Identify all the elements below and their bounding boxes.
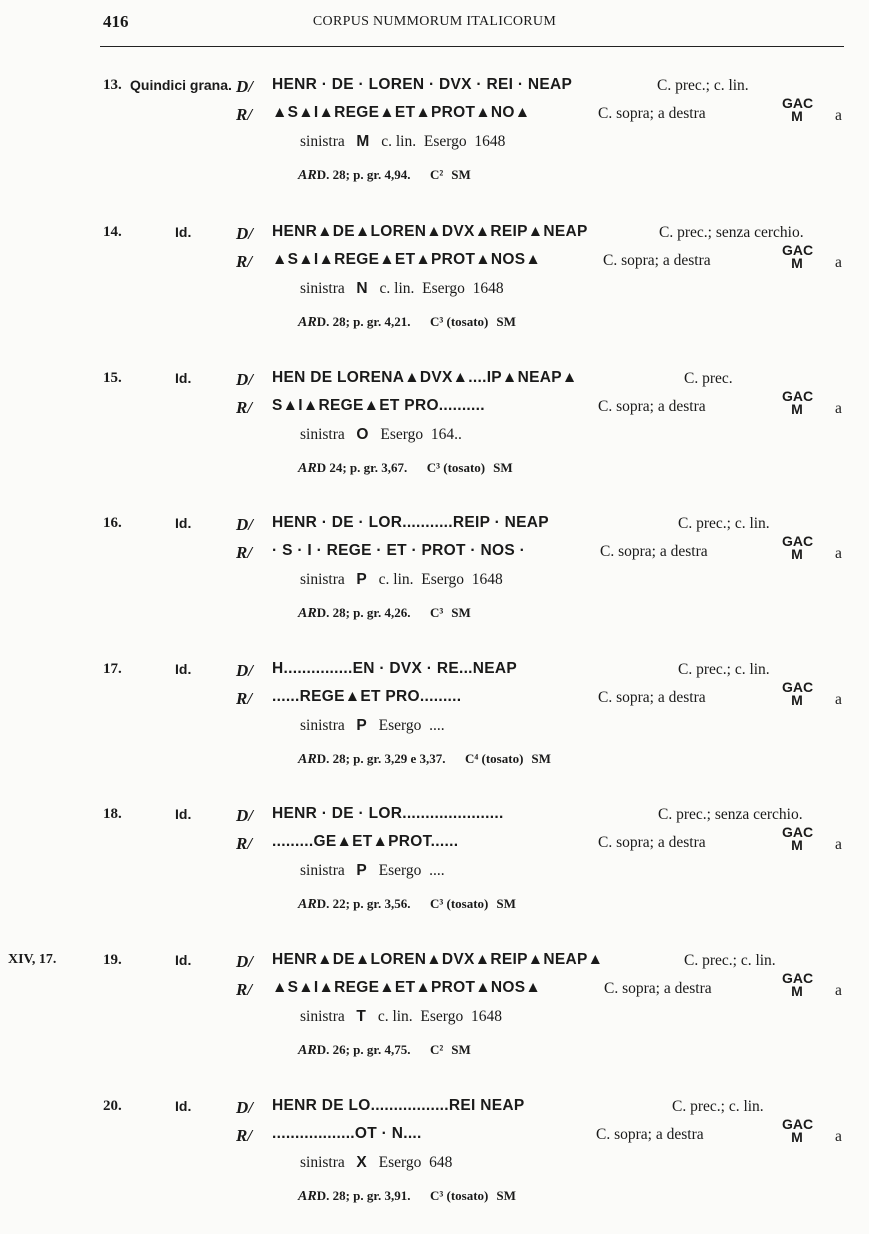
metal: AR [298, 1189, 317, 1204]
reverse-legend: ......REGE▲ET PRO......... [272, 688, 462, 705]
coin-metadata [298, 460, 513, 477]
line3-prefix: sinistra [300, 280, 345, 297]
obverse-legend: HENR · DE · LOR...........REIP · NEAP [272, 514, 549, 531]
a-letter: a [835, 982, 842, 999]
line3-prefix: sinistra [300, 862, 345, 879]
mint-mark [782, 972, 812, 998]
running-title: CORPUS NUMMORUM ITALICORUM [312, 14, 557, 29]
line3-letter: M [356, 133, 370, 150]
reverse-legend: S▲I▲REGE▲ET PRO.......... [272, 397, 485, 414]
metal: AR [298, 1043, 317, 1058]
catalog-entry [0, 1096, 869, 1226]
line3-letter: P [356, 862, 368, 879]
reverse-description: C. sopra; a destra [598, 398, 706, 415]
collection: SM [493, 460, 513, 475]
coin-metadata [298, 1042, 471, 1059]
obverse-mark: D/ [236, 77, 253, 96]
entry-denomination: Id. [175, 661, 192, 677]
line3-prefix: sinistra [300, 133, 345, 150]
reverse-line3 [300, 717, 445, 735]
mint-mark-bottom: M [791, 983, 803, 999]
obverse-description: C. prec.; c. lin. [657, 77, 749, 94]
reverse-mark: R/ [236, 105, 253, 124]
diameter-weight: D. 26; p. gr. 4,75. [316, 1042, 411, 1057]
catalog-entry [0, 368, 869, 498]
obverse-legend: HENR · DE · LOR...................... [272, 805, 504, 822]
reverse-legend: · S · I · REGE · ET · PROT · NOS · [272, 542, 526, 559]
rarity: C⁴ (tosato) [464, 751, 524, 766]
line3-prefix: sinistra [300, 717, 345, 734]
metal: AR [298, 606, 317, 621]
entry-denomination: Id. [175, 224, 192, 240]
entry-denomination: Id. [175, 515, 192, 531]
mint-mark [782, 1118, 812, 1144]
mint-mark [782, 244, 812, 270]
collection: SM [451, 167, 471, 182]
diameter-weight: D 24; p. gr. 3,67. [316, 460, 408, 475]
mint-mark [782, 681, 812, 707]
reverse-line3 [300, 1154, 452, 1172]
rarity: C² [429, 1042, 444, 1057]
diameter-weight: D. 28; p. gr. 4,21. [316, 314, 411, 329]
line3-suffix: c. lin. Esergo 1648 [379, 280, 504, 297]
line3-letter: T [356, 1008, 367, 1025]
line3-prefix: sinistra [300, 1008, 345, 1025]
metal: AR [298, 168, 317, 183]
rarity: C³ (tosato) [429, 1188, 489, 1203]
reverse-description: C. sopra; a destra [596, 1126, 704, 1143]
reverse-mark: R/ [236, 1126, 253, 1145]
line3-suffix: Esergo .... [378, 717, 445, 734]
obverse-mark: D/ [236, 806, 253, 825]
collection: SM [451, 605, 471, 620]
entry-denomination: Id. [175, 370, 192, 386]
rarity: C² [429, 167, 444, 182]
diameter-weight: D. 28; p. gr. 4,94. [316, 167, 411, 182]
reverse-line3 [300, 426, 462, 444]
line3-suffix: Esergo .... [378, 862, 445, 879]
reverse-mark: R/ [236, 689, 253, 708]
obverse-legend: HENR DE LO.................REI NEAP [272, 1097, 525, 1114]
entry-number: 18. [103, 806, 122, 822]
a-letter: a [835, 400, 842, 417]
reverse-description: C. sopra; a destra [598, 689, 706, 706]
reverse-line3 [300, 862, 445, 880]
coin-metadata [298, 314, 516, 331]
collection: SM [496, 314, 516, 329]
catalog-entry [0, 804, 869, 934]
collection: SM [496, 1188, 516, 1203]
header-rule [100, 46, 844, 47]
diameter-weight: D. 28; p. gr. 3,91. [316, 1188, 411, 1203]
mint-mark [782, 826, 812, 852]
reverse-mark: R/ [236, 252, 253, 271]
entry-number: 13. [103, 77, 122, 93]
line3-prefix: sinistra [300, 426, 345, 443]
obverse-mark: D/ [236, 515, 253, 534]
entry-number: 17. [103, 661, 122, 677]
reverse-legend: .........GE▲ET▲PROT...... [272, 833, 459, 850]
obverse-legend: HENR▲DE▲LOREN▲DVX▲REIP▲NEAP [272, 223, 588, 240]
obverse-mark: D/ [236, 370, 253, 389]
mint-mark-bottom: M [791, 1129, 803, 1145]
page-number: 416 [103, 12, 129, 31]
reverse-line3 [300, 1008, 502, 1026]
obverse-legend: HENR · DE · LOREN · DVX · REI · NEAP [272, 76, 573, 93]
catalog-entry [0, 659, 869, 789]
diameter-weight: D. 22; p. gr. 3,56. [316, 896, 411, 911]
reverse-legend: ▲S▲I▲REGE▲ET▲PROT▲NOS▲ [272, 979, 542, 996]
reverse-line3 [300, 571, 503, 589]
diameter-weight: D. 28; p. gr. 3,29 e 3,37. [316, 751, 446, 766]
line3-letter: N [356, 280, 368, 297]
obverse-description: C. prec.; senza cerchio. [658, 806, 803, 823]
line3-letter: P [356, 571, 368, 588]
entry-number: 16. [103, 515, 122, 531]
obverse-description: C. prec.; c. lin. [678, 661, 770, 678]
obverse-mark: D/ [236, 1098, 253, 1117]
rarity: C³ [429, 605, 444, 620]
coin-metadata [298, 1188, 516, 1205]
diameter-weight: D. 28; p. gr. 4,26. [316, 605, 411, 620]
obverse-legend: HEN DE LORENA▲DVX▲....IP▲NEAP▲ [272, 369, 578, 386]
entry-denomination: Id. [175, 806, 192, 822]
line3-letter: O [356, 426, 369, 443]
metal: AR [298, 315, 317, 330]
obverse-description: C. prec.; senza cerchio. [659, 224, 804, 241]
a-letter: a [835, 1128, 842, 1145]
reverse-description: C. sopra; a destra [604, 980, 712, 997]
coin-metadata [298, 896, 516, 913]
reverse-legend: ▲S▲I▲REGE▲ET▲PROT▲NO▲ [272, 104, 531, 121]
obverse-description: C. prec.; c. lin. [672, 1098, 764, 1115]
mint-mark-top: GAC [782, 1116, 814, 1132]
line3-prefix: sinistra [300, 1154, 345, 1171]
reverse-description: C. sopra; a destra [598, 105, 706, 122]
metal: AR [298, 461, 317, 476]
mint-mark [782, 97, 812, 123]
mint-mark [782, 535, 812, 561]
obverse-mark: D/ [236, 952, 253, 971]
mint-mark-bottom: M [791, 692, 803, 708]
mint-mark-bottom: M [791, 255, 803, 271]
line3-letter: X [356, 1154, 368, 1171]
collection: SM [496, 896, 516, 911]
metal: AR [298, 752, 317, 767]
obverse-description: C. prec. [684, 370, 733, 387]
obverse-description: C. prec.; c. lin. [678, 515, 770, 532]
reverse-legend: ..................OT · N.... [272, 1125, 422, 1142]
entry-number: 20. [103, 1098, 122, 1114]
a-letter: a [835, 691, 842, 708]
line3-suffix: c. lin. Esergo 1648 [377, 1008, 502, 1025]
collection: SM [531, 751, 551, 766]
obverse-mark: D/ [236, 224, 253, 243]
mint-mark-top: GAC [782, 970, 814, 986]
page-header [0, 12, 869, 42]
mint-mark-top: GAC [782, 242, 814, 258]
reverse-legend: ▲S▲I▲REGE▲ET▲PROT▲NOS▲ [272, 251, 542, 268]
mint-mark-bottom: M [791, 837, 803, 853]
catalog-entry [0, 222, 869, 352]
line3-suffix: Esergo 648 [378, 1154, 453, 1171]
reverse-mark: R/ [236, 980, 253, 999]
line3-suffix: Esergo 164.. [380, 426, 462, 443]
obverse-description: C. prec.; c. lin. [684, 952, 776, 969]
a-letter: a [835, 254, 842, 271]
catalog-entry [0, 950, 869, 1080]
line3-letter: P [356, 717, 368, 734]
line3-suffix: c. lin. Esergo 1648 [381, 133, 506, 150]
reverse-mark: R/ [236, 398, 253, 417]
line3-suffix: c. lin. Esergo 1648 [378, 571, 503, 588]
a-letter: a [835, 545, 842, 562]
catalog-entry [0, 75, 869, 205]
metal: AR [298, 897, 317, 912]
reverse-mark: R/ [236, 834, 253, 853]
entry-number: 19. [103, 952, 122, 968]
reverse-description: C. sopra; a destra [600, 543, 708, 560]
reverse-line3 [300, 280, 504, 298]
obverse-legend: HENR▲DE▲LOREN▲DVX▲REIP▲NEAP▲ [272, 951, 604, 968]
rarity: C³ (tosato) [429, 896, 489, 911]
collection: SM [451, 1042, 471, 1057]
mint-mark-top: GAC [782, 95, 814, 111]
entry-denomination: Id. [175, 1098, 192, 1114]
mint-mark-bottom: M [791, 108, 803, 124]
plate-reference: XIV, 17. [8, 952, 57, 967]
obverse-legend: H...............EN · DVX · RE...NEAP [272, 660, 518, 677]
rarity: C³ (tosato) [426, 460, 486, 475]
reverse-mark: R/ [236, 543, 253, 562]
a-letter: a [835, 107, 842, 124]
catalog-entry [0, 513, 869, 643]
entry-number: 15. [103, 370, 122, 386]
a-letter: a [835, 836, 842, 853]
mint-mark-top: GAC [782, 388, 814, 404]
reverse-description: C. sopra; a destra [603, 252, 711, 269]
rarity: C³ (tosato) [429, 314, 489, 329]
mint-mark-top: GAC [782, 824, 814, 840]
coin-metadata [298, 605, 471, 622]
mint-mark-bottom: M [791, 401, 803, 417]
reverse-line3 [300, 133, 505, 151]
entry-denomination: Id. [175, 952, 192, 968]
mint-mark-top: GAC [782, 679, 814, 695]
entry-denomination: Quindici grana. [130, 77, 232, 93]
coin-metadata [298, 167, 471, 184]
coin-metadata [298, 751, 551, 768]
mint-mark [782, 390, 812, 416]
reverse-description: C. sopra; a destra [598, 834, 706, 851]
line3-prefix: sinistra [300, 571, 345, 588]
obverse-mark: D/ [236, 661, 253, 680]
entry-number: 14. [103, 224, 122, 240]
mint-mark-bottom: M [791, 546, 803, 562]
mint-mark-top: GAC [782, 533, 814, 549]
